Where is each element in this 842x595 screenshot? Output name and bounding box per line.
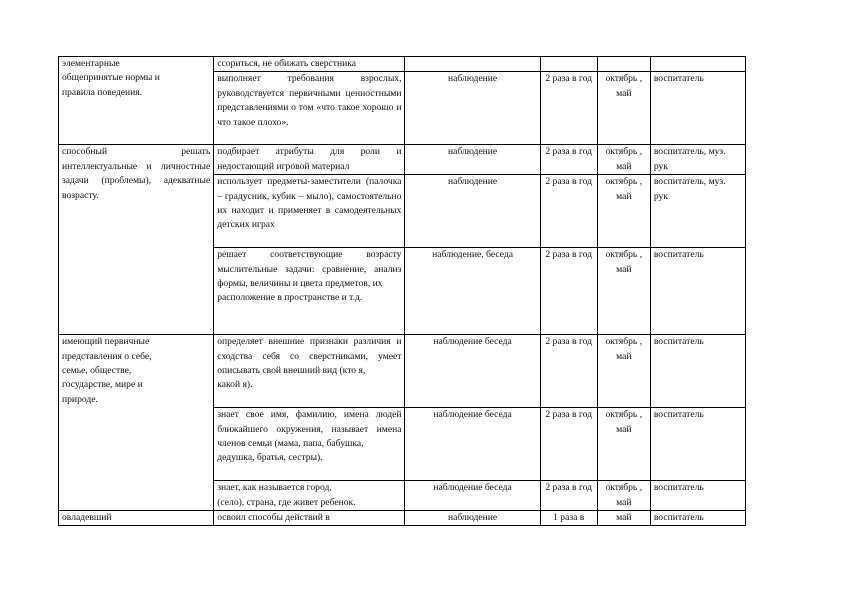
- indicator-cell-text: решает соответствующие возрасту мыслительные задачи: сравнение, анализ формы, величины и цвета предметов, их расположение в пространстве и т.д.: [217, 249, 402, 304]
- responsible-cell: [650, 408, 745, 481]
- indicator-cell: [214, 481, 405, 511]
- table-row: [59, 335, 746, 408]
- criterion-cell-text: овладевший: [62, 512, 112, 524]
- criterion-cell: [59, 145, 214, 335]
- frequency-cell: [540, 335, 597, 408]
- criterion-cell-text: способный решать интеллектуальные и личностные задачи (проблемы), адекватные возрасту.: [62, 146, 213, 201]
- observation-table: [58, 56, 746, 526]
- method-cell: [405, 511, 540, 526]
- frequency-cell: [540, 408, 597, 481]
- table-row: [59, 145, 746, 175]
- period-cell-text: май: [616, 512, 632, 524]
- criterion-cell: [59, 335, 214, 511]
- period-cell-text: октябрь , май: [605, 249, 645, 275]
- period-cell: [597, 175, 650, 248]
- indicator-cell: [214, 72, 405, 145]
- table-row: [59, 57, 746, 72]
- period-cell: [597, 335, 650, 408]
- frequency-cell-text: 2 раза в год: [545, 176, 593, 188]
- responsible-cell-text: воспитатель: [653, 336, 704, 348]
- frequency-cell-text: 2 раза в год: [545, 249, 593, 261]
- indicator-cell: [214, 145, 405, 175]
- responsible-cell: [650, 145, 745, 175]
- period-cell: [597, 248, 650, 335]
- frequency-cell: [540, 72, 597, 145]
- method-cell: [405, 72, 540, 145]
- period-cell: [597, 481, 650, 511]
- method-cell: [405, 408, 540, 481]
- frequency-cell: [540, 511, 597, 526]
- frequency-cell: [540, 57, 597, 72]
- indicator-cell-text: знает, как называется город, (село), страна, где живет ребенок.: [217, 482, 356, 508]
- method-cell-text: наблюдение: [447, 512, 498, 524]
- method-cell-text: наблюдение беседа: [433, 409, 512, 421]
- responsible-cell: [650, 335, 745, 408]
- method-cell: [405, 248, 540, 335]
- method-cell-text: наблюдение, беседа: [432, 249, 514, 261]
- period-cell-text: октябрь , май: [605, 336, 645, 362]
- responsible-cell-text: воспитатель: [653, 482, 704, 494]
- responsible-cell: [650, 57, 745, 72]
- frequency-cell-text: 2 раза в год: [545, 336, 593, 348]
- period-cell-text: октябрь , май: [605, 146, 645, 172]
- indicator-cell: [214, 408, 405, 481]
- indicator-cell-text: определяет внешние признаки различия и сходства себя со сверстниками, умеет описывать свой внешний вид (кто я, какой я).: [217, 336, 402, 391]
- frequency-cell: [540, 175, 597, 248]
- indicator-cell: [214, 248, 405, 335]
- frequency-cell-text: 2 раза в год: [545, 146, 593, 158]
- responsible-cell: [650, 481, 745, 511]
- responsible-cell-text: воспитатель, муз. рук: [653, 176, 729, 202]
- frequency-cell-text: 2 раза в год: [545, 482, 593, 494]
- period-cell-text: октябрь , май: [605, 409, 645, 435]
- frequency-cell-text: 1 раза в: [553, 512, 585, 524]
- method-cell: [405, 481, 540, 511]
- method-cell: [405, 145, 540, 175]
- indicator-cell-text: ссориться, не обижать сверстника: [217, 58, 356, 69]
- period-cell: [597, 511, 650, 526]
- responsible-cell-text: воспитатель: [653, 249, 704, 261]
- responsible-cell-text: воспитатель, муз. рук: [653, 146, 729, 172]
- method-cell-text: наблюдение: [447, 73, 498, 85]
- method-cell: [405, 175, 540, 248]
- responsible-cell: [650, 248, 745, 335]
- criterion-cell-text: элементарные общепринятые нормы и правила поведения.: [62, 58, 160, 98]
- indicator-cell: [214, 57, 405, 72]
- period-cell: [597, 408, 650, 481]
- frequency-cell: [540, 248, 597, 335]
- method-cell-text: наблюдение беседа: [433, 336, 512, 348]
- period-cell: [597, 57, 650, 72]
- table-row: [59, 511, 746, 526]
- indicator-cell-text: знает свое имя, фамилию, имена людей ближайшего окружения, называет имена членов семьи (мама, папа, бабушка, дедушка, братья, сестры).: [217, 409, 402, 464]
- indicator-cell: [214, 511, 405, 526]
- responsible-cell: [650, 175, 745, 248]
- period-cell-text: октябрь , май: [605, 73, 645, 99]
- responsible-cell-text: воспитатель: [653, 512, 704, 524]
- indicator-cell-text: подбирает атрибуты для роли и недостающий игровой материал: [217, 146, 404, 172]
- period-cell: [597, 145, 650, 175]
- criterion-cell: [59, 57, 214, 145]
- frequency-cell: [540, 481, 597, 511]
- responsible-cell-text: воспитатель: [653, 409, 704, 421]
- responsible-cell: [650, 72, 745, 145]
- method-cell-text: наблюдение: [447, 146, 498, 158]
- method-cell-text: наблюдение беседа: [433, 482, 512, 494]
- method-cell-text: наблюдение: [447, 176, 498, 188]
- indicator-cell-text: использует предметы-заместители (палочка – градусник, кубик – мыло), самостоятельно их находит и применяет в самодеятельных детских играх: [217, 176, 404, 231]
- period-cell-text: октябрь , май: [605, 176, 645, 202]
- frequency-cell-text: 2 раза в год: [545, 73, 593, 85]
- criterion-cell: [59, 511, 214, 526]
- responsible-cell: [650, 511, 745, 526]
- indicator-cell-text: освоил способы действий в: [217, 512, 330, 524]
- indicator-cell-text: выполняет требования взрослых, руководствуется первичными ценностными представлениями о том «что такое хорошо и что такое плохо».: [217, 73, 404, 128]
- period-cell-text: октябрь , май: [605, 482, 645, 508]
- criterion-cell-text: имеющий первичные представления о себе, семье, обществе, государстве, мире и природе.: [62, 336, 152, 405]
- indicator-cell: [214, 175, 405, 248]
- responsible-cell-text: воспитатель: [653, 73, 704, 85]
- frequency-cell-text: 2 раза в год: [545, 409, 593, 421]
- method-cell: [405, 57, 540, 72]
- frequency-cell: [540, 145, 597, 175]
- indicator-cell: [214, 335, 405, 408]
- method-cell: [405, 335, 540, 408]
- period-cell: [597, 72, 650, 145]
